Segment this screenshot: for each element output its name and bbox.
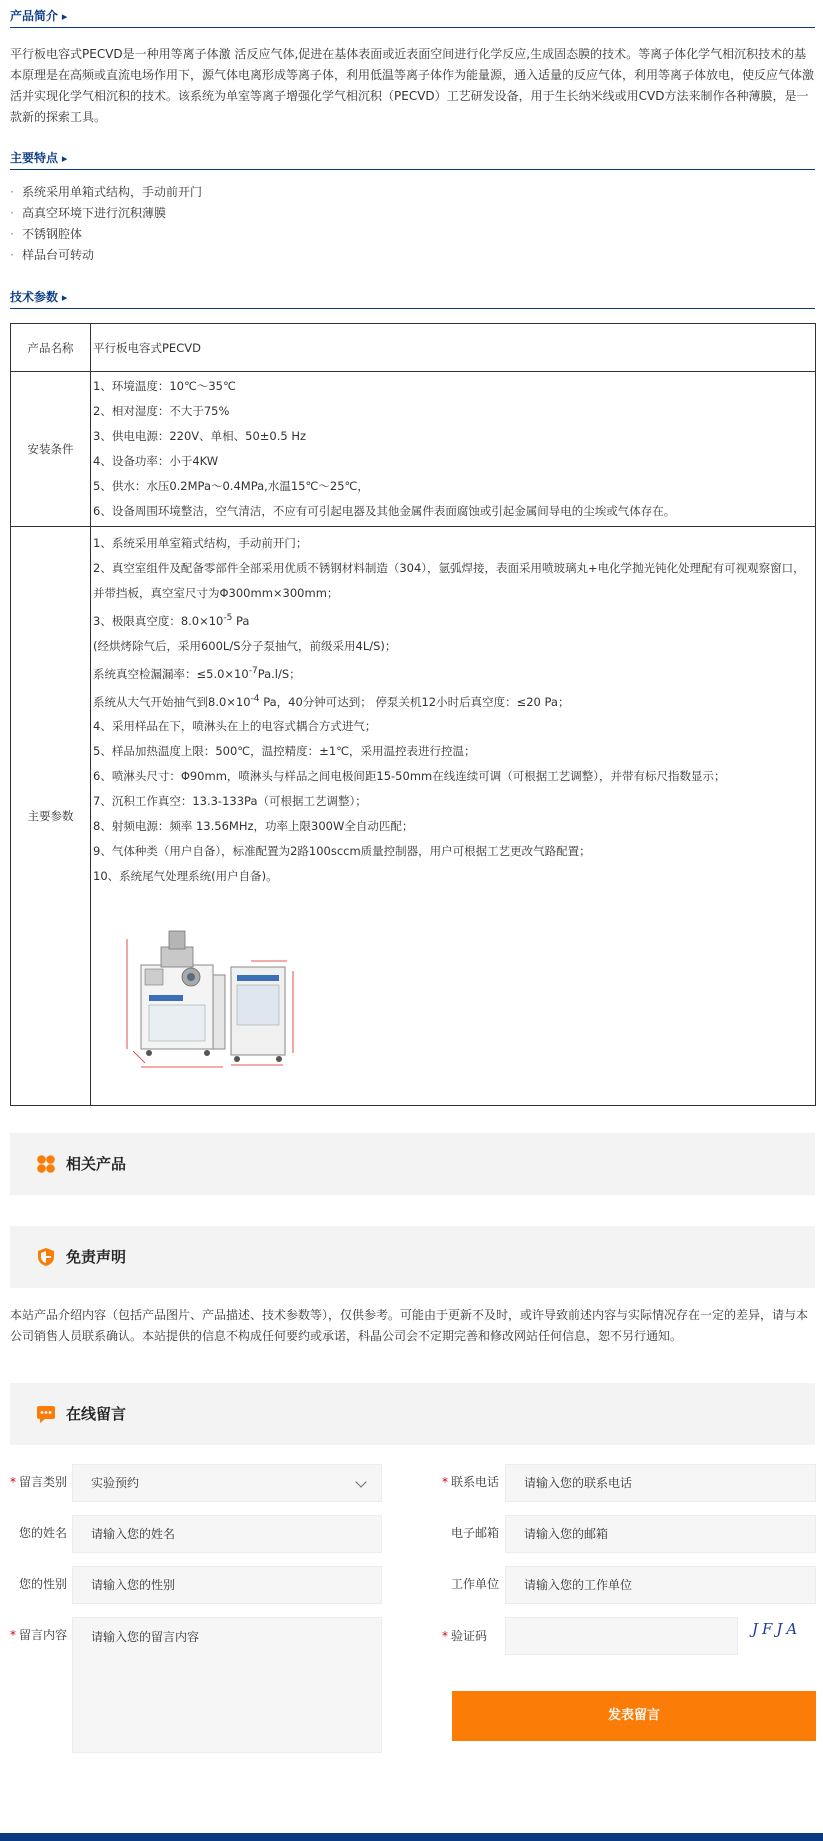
content-textarea[interactable]: 请输入您的留言内容	[72, 1617, 382, 1753]
required-mark: *	[10, 1475, 16, 1489]
captcha-input[interactable]	[505, 1617, 738, 1655]
spec-exponent: -4	[250, 693, 260, 704]
submit-message-button[interactable]: 发表留言	[452, 1691, 816, 1741]
spec-key-name: 产品名称	[11, 324, 91, 372]
disclaimer-panel	[10, 1226, 815, 1288]
required-mark: *	[10, 1628, 16, 1642]
spec-value-main	[91, 527, 816, 1106]
spec-text: 系统真空检漏漏率：≤5.0×10	[93, 666, 249, 681]
spec-line: 6、设备周围环境整洁，空气清洁，不应有可引起电器及其他金属件表面腐蚀或引起金属间导电的尘埃或气体存在。	[93, 504, 676, 518]
section-header-intro	[10, 4, 815, 28]
spec-line	[93, 659, 813, 687]
spec-line: 10、系统尾气处理系统(用户自备)。	[93, 869, 278, 884]
captcha-label-text: 验证码	[451, 1629, 488, 1643]
gender-input[interactable]: 请输入您的性别	[72, 1566, 382, 1604]
list-item: · 不锈钢腔体	[10, 224, 815, 245]
spec-line: (经烘烤除气后，采用600L/S分子泵抽气，前级采用4L/S)；	[93, 638, 397, 653]
company-label: 工作单位	[451, 1577, 500, 1591]
features-list	[10, 182, 815, 266]
spec-line: 1、系统采用单室箱式结构，手动前开门；	[93, 536, 308, 550]
spec-text: 3、极限真空度：8.0×10	[93, 613, 224, 628]
spec-line: 7、沉积工作真空：13.3-133Pa（可根据工艺调整）；	[93, 794, 367, 809]
spec-line: 5、样品加热温度上限：500℃，温控精度：±1℃，采用温控表进行控温；	[93, 744, 476, 759]
chevron-down-icon	[355, 1476, 366, 1487]
content-label-text: 留言内容	[19, 1628, 68, 1642]
gender-label: 您的性别	[19, 1577, 68, 1591]
spec-line: 5、供水：水压0.2MPa～0.4MPa,水温15℃～25℃，	[93, 479, 369, 493]
spec-line: 3、供电电源：220V、单相、50±0.5 Hz	[93, 429, 307, 443]
list-item: · 样品台可转动	[10, 245, 815, 266]
section-title-intro: 产品简介 ▸	[10, 9, 67, 23]
spec-text: Pa.l/S；	[257, 666, 301, 681]
spec-key-main: 主要参数	[11, 527, 91, 1106]
spec-line: 2、真空室组件及配备零部件全部采用优质不锈钢材料制造（304），氩弧焊接，表面采用喷玻璃丸+电化学抛光钝化处理配有可视观察窗口，并带挡板，真空室尺寸为Φ300mm×300mm；	[93, 561, 805, 600]
company-input[interactable]: 请输入您的工作单位	[505, 1566, 816, 1604]
spec-line	[93, 687, 813, 715]
name-input[interactable]: 请输入您的姓名	[72, 1515, 382, 1553]
spec-line: 1、环境温度：10℃～35℃	[93, 379, 236, 393]
message-type-select[interactable]	[72, 1464, 382, 1502]
shield-icon	[36, 1247, 56, 1267]
intro-text: 平行板电容式PECVD是一种用等离子体激 活反应气体,促进在基体表面或近表面空间进行化学反应,生成固态膜的技术。等离子体化学气相沉积技术的基本原理是在高频或直流电场作用下，源气体电离形成等离子体，利用低温等离子体作为能量源，通入适量的反应气体，利用等离子体放电，使反应气体激活并实现化学气相沉积的技术。该系统为单室等离子增强化学气相沉积（PECVD）工艺研发设备，用于生长纳米线或用CVD方法来制作各种薄膜，是一款新的探索工具。	[10, 47, 815, 124]
phone-label	[442, 1472, 499, 1492]
related-products-title: 相关产品	[66, 1155, 127, 1173]
name-label: 您的姓名	[19, 1526, 68, 1540]
email-label: 电子邮箱	[451, 1526, 500, 1540]
phone-input[interactable]: 请输入您的联系电话	[505, 1464, 816, 1502]
section-title-params: 技术参数 ▸	[10, 290, 67, 304]
table-row	[11, 324, 816, 372]
list-item: · 高真空环境下进行沉积薄膜	[10, 203, 815, 224]
spec-line: 8、射频电源：频率 13.56MHz，功率上限300W全自动匹配；	[93, 819, 414, 834]
grid-flower-icon	[36, 1154, 56, 1174]
content-label	[10, 1625, 67, 1645]
required-mark: *	[442, 1629, 448, 1643]
spec-value-name: 平行板电容式PECVD	[91, 324, 816, 372]
section-header-params	[10, 285, 815, 309]
spec-line: 6、喷淋头尺寸：Φ90mm，喷淋头与样品之间电极间距15-50mm在线连续可调（可根据工艺调整），并带有标尺指数显示；	[93, 769, 726, 784]
spec-value-install	[91, 372, 816, 527]
spec-exponent: -5	[223, 613, 233, 623]
message-form-panel	[10, 1383, 815, 1445]
section-header-features	[10, 146, 815, 170]
table-row	[11, 372, 816, 527]
spec-line: 2、相对湿度：不大于75%	[93, 404, 230, 418]
table-row	[11, 527, 816, 1106]
message-type-value: 实验预约	[91, 1476, 140, 1490]
disclaimer-text: 本站产品介绍内容（包括产品图片、产品描述、技术参数等），仅供参考。可能由于更新不及时，或许导致前述内容与实际情况存在一定的差异，请与本公司销售人员联系确认。本站提供的信息不构成任何要约或承诺，科晶公司会不定期完善和修改网站任何信息，恕不另行通知。	[10, 1308, 809, 1343]
pecvd-machine-illustration	[101, 925, 301, 1075]
phone-label-text: 联系电话	[451, 1475, 500, 1489]
spec-table	[10, 323, 816, 1106]
spec-text: 系统从大气开始抽气到8.0×10	[93, 694, 251, 709]
spec-line: 9、气体种类（用户自备），标准配置为2路100sccm质量控制器，用户可根据工艺更改气路配置；	[93, 844, 591, 859]
list-item: · 系统采用单箱式结构，手动前开门	[10, 182, 815, 203]
spec-text: Pa，40分钟可达到； 停泵关机12小时后真空度：≤20 Pa；	[259, 694, 570, 709]
email-input[interactable]: 请输入您的邮箱	[505, 1515, 816, 1553]
chat-bubble-icon	[36, 1404, 56, 1424]
spec-text: Pa	[232, 613, 250, 628]
product-image	[101, 925, 301, 1075]
message-form-title: 在线留言	[66, 1405, 127, 1423]
type-label-text: 留言类别	[19, 1475, 68, 1489]
spec-line	[93, 606, 813, 634]
disclaimer-title: 免责声明	[66, 1248, 127, 1266]
footer-bar	[0, 1833, 823, 1841]
section-title-features: 主要特点 ▸	[10, 151, 67, 165]
spec-line: 4、设备功率：小于4KW	[93, 454, 219, 468]
captcha-label	[442, 1626, 487, 1646]
required-mark: *	[442, 1475, 448, 1489]
captcha-image[interactable]: JFJA	[752, 1620, 802, 1638]
related-products-panel	[10, 1133, 815, 1195]
spec-key-install: 安装条件	[11, 372, 91, 527]
type-label	[10, 1472, 67, 1492]
spec-line: 4、采用样品在下，喷淋头在上的电容式耦合方式进气；	[93, 719, 377, 734]
spec-exponent: -7	[248, 665, 258, 676]
